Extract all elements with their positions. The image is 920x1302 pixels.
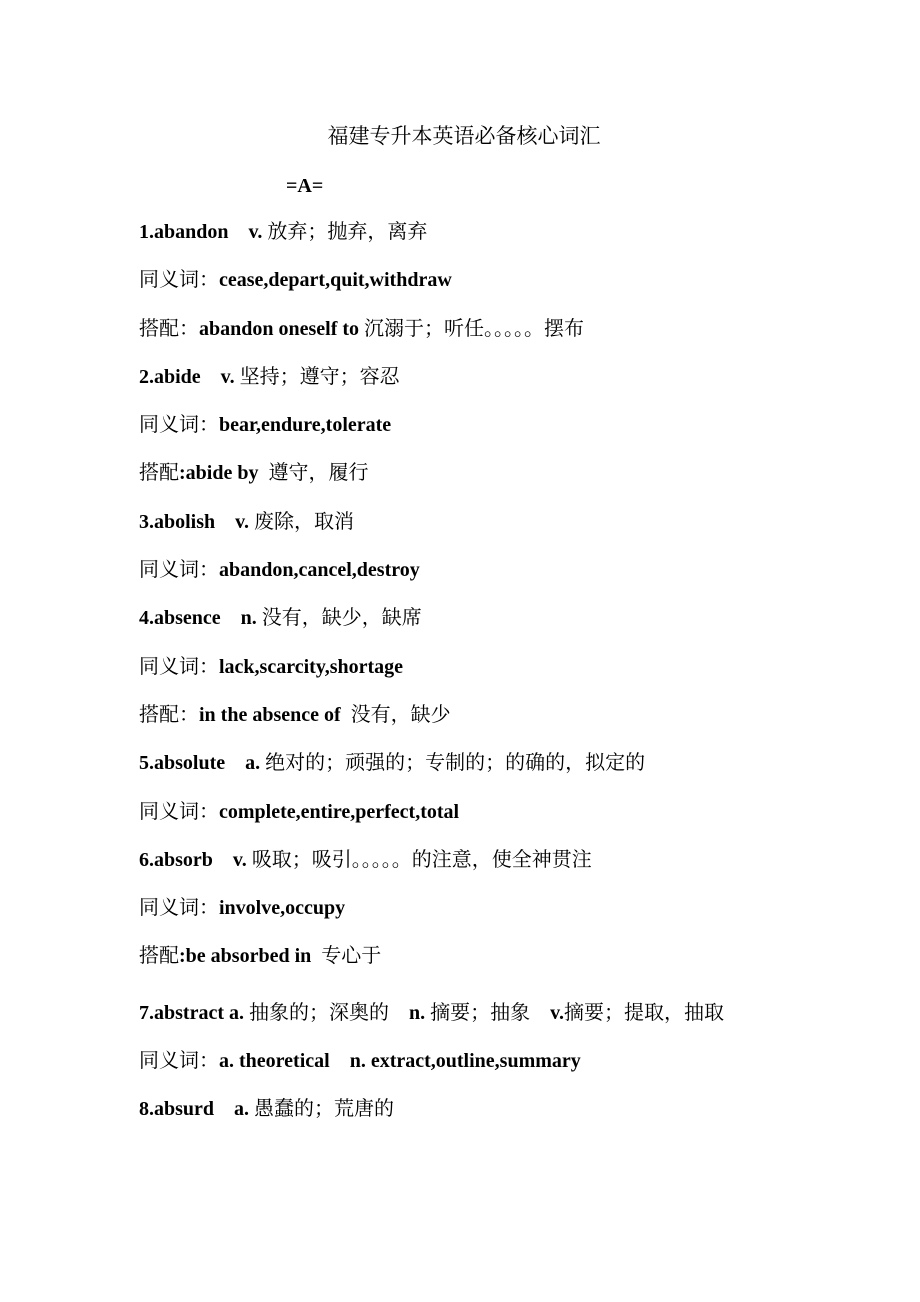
synonym-label: 同义词： <box>139 414 219 437</box>
synonym-label: 同义词： <box>139 800 219 823</box>
synonym-label: 同义词： <box>139 1050 219 1073</box>
entry-meaning: 吸取；吸引。。。。。的注意，使全神贯注 <box>251 848 592 871</box>
entry-meaning: 绝对的；顽强的；专制的；的确的，拟定的 <box>265 752 646 775</box>
synonym-line <box>139 1045 789 1093</box>
entry-meaning: 废除，取消 <box>254 510 355 533</box>
synonym-text: abandon,cancel,destroy <box>219 559 420 582</box>
collocation-line <box>139 940 789 988</box>
synonym-label: 同义词： <box>139 269 219 292</box>
collocation-label: 搭配： <box>139 317 199 340</box>
synonym-text: a. theoretical n. extract,outline,summary <box>219 1050 581 1073</box>
entry-head: 6.absorb v. <box>139 848 252 871</box>
collocation-meaning: 遵守，履行 <box>268 462 369 485</box>
entry-meaning: 愚蠢的；荒唐的 <box>254 1098 395 1121</box>
entry-head: 7.abstract a. <box>139 1001 249 1024</box>
entry-line <box>139 361 789 409</box>
collocation-line <box>139 457 789 505</box>
entry-head: 3.abolish v. <box>139 510 255 533</box>
synonym-line <box>139 651 789 699</box>
collocation-text: abandon oneself to <box>199 317 365 340</box>
entry-meaning: 摘要；提取，抽取 <box>564 1001 725 1024</box>
vocabulary-list <box>139 216 789 1142</box>
collocation-text: in the absence of <box>199 703 351 726</box>
synonym-line <box>139 264 789 312</box>
collocation-line <box>139 699 789 747</box>
collocation-text: :be absorbed in <box>179 945 322 968</box>
entry-head: 2.abide v. <box>139 365 240 388</box>
section-heading: =A= <box>286 175 324 197</box>
entry-pos: n. <box>388 1001 431 1024</box>
entry-head: 8.absurd a. <box>139 1098 255 1121</box>
synonym-label: 同义词： <box>139 897 219 920</box>
collocation-meaning: 沉溺于；听任。。。。。摆布 <box>364 317 585 340</box>
entry-line <box>139 602 789 650</box>
entry-head: 1.abandon v. <box>139 221 268 243</box>
synonym-line <box>139 796 789 844</box>
synonym-text: involve,occupy <box>219 897 346 920</box>
collocation-line <box>139 313 789 361</box>
collocation-label: 搭配 <box>139 462 179 485</box>
collocation-meaning: 专心于 <box>321 945 382 968</box>
synonym-text: cease,depart,quit,withdraw <box>219 269 452 292</box>
entry-head: 4.absence n. <box>139 607 262 630</box>
synonym-line <box>139 554 789 602</box>
synonym-text: complete,entire,perfect,total <box>219 800 460 823</box>
synonym-label: 同义词： <box>139 655 219 678</box>
entry-head: 5.absolute a. <box>139 752 266 775</box>
entry-meaning: 摘要；抽象 <box>430 1001 531 1024</box>
synonym-label: 同义词： <box>139 559 219 582</box>
entry-line <box>139 747 789 795</box>
entry-line <box>139 844 789 892</box>
synonym-text: lack,scarcity,shortage <box>219 655 404 678</box>
synonym-text: bear,endure,tolerate <box>219 414 392 437</box>
entry-line <box>139 1093 789 1141</box>
entry-pos: v. <box>530 1001 565 1024</box>
collocation-label: 搭配 <box>139 945 179 968</box>
collocation-label: 搭配： <box>139 703 199 726</box>
entry-line-long <box>139 989 789 1037</box>
entry-line <box>139 216 789 264</box>
collocation-meaning: 没有，缺少 <box>350 703 451 726</box>
entry-meaning: 坚持；遵守；容忍 <box>239 365 400 388</box>
entry-meaning: 放弃；抛弃，离弃 <box>267 221 428 243</box>
collocation-text: :abide by <box>179 462 269 485</box>
synonym-line <box>139 409 789 457</box>
entry-meaning: 没有，缺少，缺席 <box>261 607 422 630</box>
synonym-line <box>139 892 789 940</box>
entry-line <box>139 506 789 554</box>
document-title: 福建专升本英语必备核心词汇 <box>327 124 601 148</box>
entry-meaning: 抽象的；深奥的 <box>248 1001 389 1024</box>
